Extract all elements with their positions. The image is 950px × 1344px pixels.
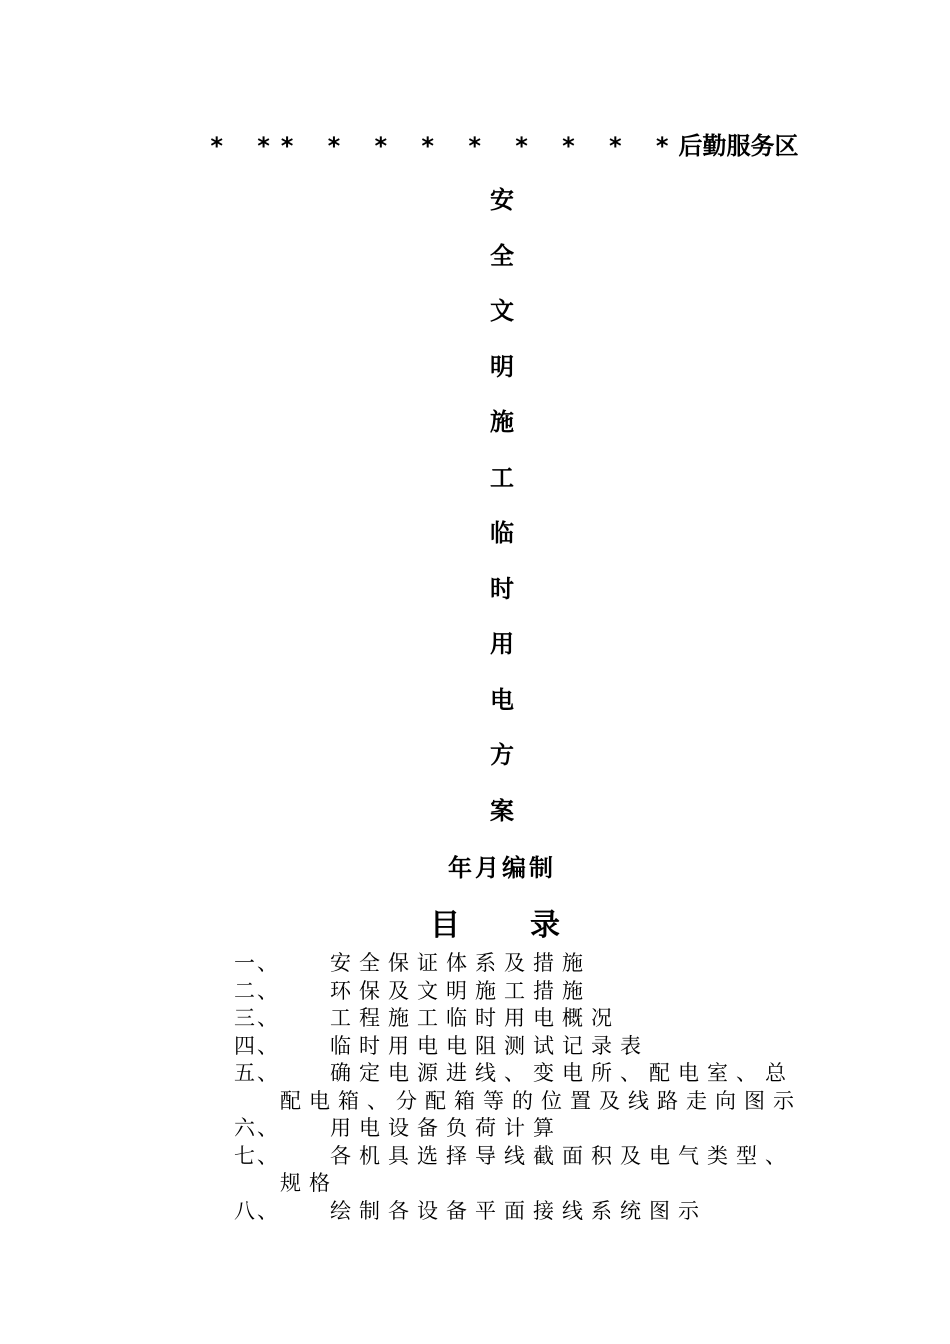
toc-item (234, 1115, 854, 1143)
toc-item (234, 978, 854, 1006)
toc-item-text: 确定电源进线、变电所、配电室、总 (330, 1061, 794, 1085)
title-char: 案 (490, 795, 514, 825)
title-char: 用 (490, 629, 514, 658)
title-char: 方 (490, 740, 514, 769)
toc-item (234, 1005, 854, 1033)
toc-item-text: 临时用电电阻测试记录表 (330, 1033, 649, 1058)
toc-item (234, 1060, 854, 1088)
header-org: 后勤服务区 (678, 132, 799, 160)
title-char: 临 (490, 518, 514, 547)
toc-title-right: 录 (530, 908, 560, 943)
header-stars: * ** * * * * * * * * (209, 132, 679, 160)
date-line: 年月编制 (448, 854, 556, 882)
toc-item (234, 1198, 854, 1226)
toc-item-continuation: 规格 (280, 1171, 338, 1195)
header-line (0, 126, 950, 161)
toc-item-number: 三、 (234, 1006, 280, 1030)
toc-item-continuation: 配电箱、分配箱等的位置及线路走向图示 (280, 1088, 802, 1113)
toc-title (430, 900, 560, 944)
document-title (482, 180, 522, 846)
toc-item-text: 环保及文明施工措施 (330, 978, 591, 1003)
toc-item (234, 1033, 854, 1061)
toc-item-number: 四、 (234, 1033, 280, 1058)
title-char: 施 (490, 407, 514, 436)
title-char: 电 (490, 684, 514, 714)
toc-item-text: 安全保证体系及措施 (330, 951, 591, 975)
title-char: 时 (490, 573, 514, 603)
toc-item-text: 各机具选择导线截面积及电气类型、 (330, 1143, 794, 1168)
toc-item-text: 绘制各设备平面接线系统图示 (330, 1198, 707, 1223)
toc-item (234, 950, 854, 978)
toc-title-left: 目 (430, 908, 460, 943)
toc-item (234, 1143, 854, 1171)
title-char: 明 (490, 351, 514, 381)
toc-list (234, 950, 854, 1225)
title-char: 文 (490, 296, 514, 325)
toc-item-number: 一、 (234, 951, 280, 975)
toc-item-number: 六、 (234, 1116, 280, 1140)
title-char: 安 (490, 185, 514, 214)
toc-item-number: 五、 (234, 1061, 280, 1085)
toc-item-number: 七、 (234, 1143, 280, 1168)
toc-item-text: 用电设备负荷计算 (330, 1116, 562, 1140)
toc-item-number: 八、 (234, 1198, 280, 1223)
toc-item-number: 二、 (234, 978, 280, 1003)
title-char: 工 (490, 462, 514, 492)
toc-item-text: 工程施工临时用电概况 (330, 1006, 620, 1030)
title-char: 全 (490, 240, 514, 270)
